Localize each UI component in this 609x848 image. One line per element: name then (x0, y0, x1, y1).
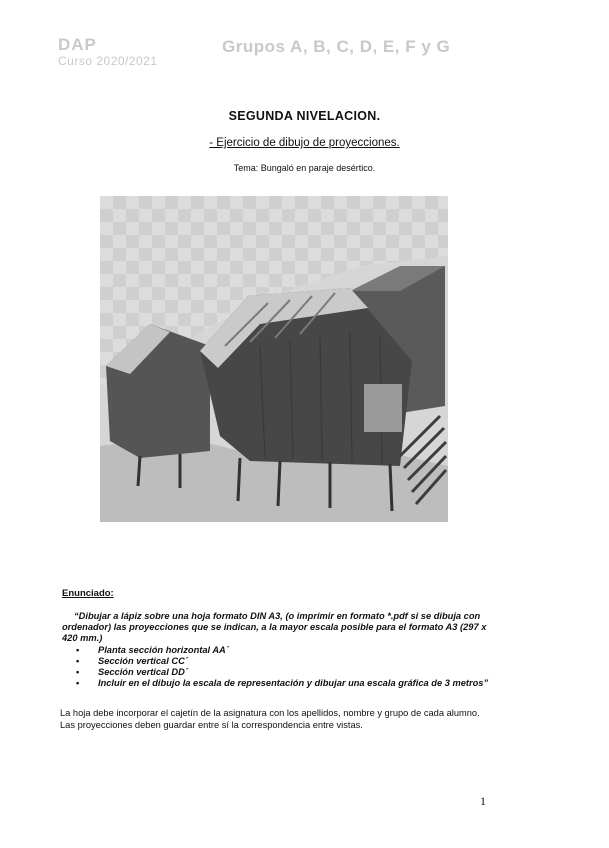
instruction-text: “Dibujar a lápiz sobre una hoja formato DIN A3, (o imprimir en formato *.pdf si se dibuja con ordenador) las proyecciones que se indican, a la mayor escala posible para el formato A3 (297 x 420 mm.) (62, 611, 487, 643)
page-number: 1 (480, 794, 486, 808)
submission-note: La hoja debe incorporar el cajetín de la asignatura con los apellidos, nombre y grupo de cada alumno. Las proyecciones deben guardar entre sí la correspondencia entre vistas. (60, 708, 480, 730)
list-item: • Planta sección horizontal AA´ (62, 645, 492, 656)
task-list (62, 645, 492, 689)
header-org: DAP (58, 35, 97, 54)
header-year: Curso 2020/2021 (58, 54, 158, 68)
enunciado-label: Enunciado: (62, 588, 114, 599)
list-item: • Sección vertical CC´ (62, 656, 492, 667)
page-title: SEGUNDA NIVELACION. (228, 109, 381, 123)
header-groups: Grupos A, B, C, D, E, F y G (222, 37, 451, 56)
bungalow-illustration (100, 196, 448, 522)
exercise-theme: Tema: Bungaló en paraje desértico. (233, 163, 376, 173)
exercise-subtitle: - Ejercicio de dibujo de proyecciones. (209, 137, 400, 149)
header-left (58, 36, 158, 67)
list-item: • Sección vertical DD´ (62, 667, 492, 678)
list-item: • Incluir en el dibujo la escala de representación y dibujar una escala gráfica de 3 metros” (62, 678, 492, 689)
bungalow-photo (100, 196, 448, 522)
